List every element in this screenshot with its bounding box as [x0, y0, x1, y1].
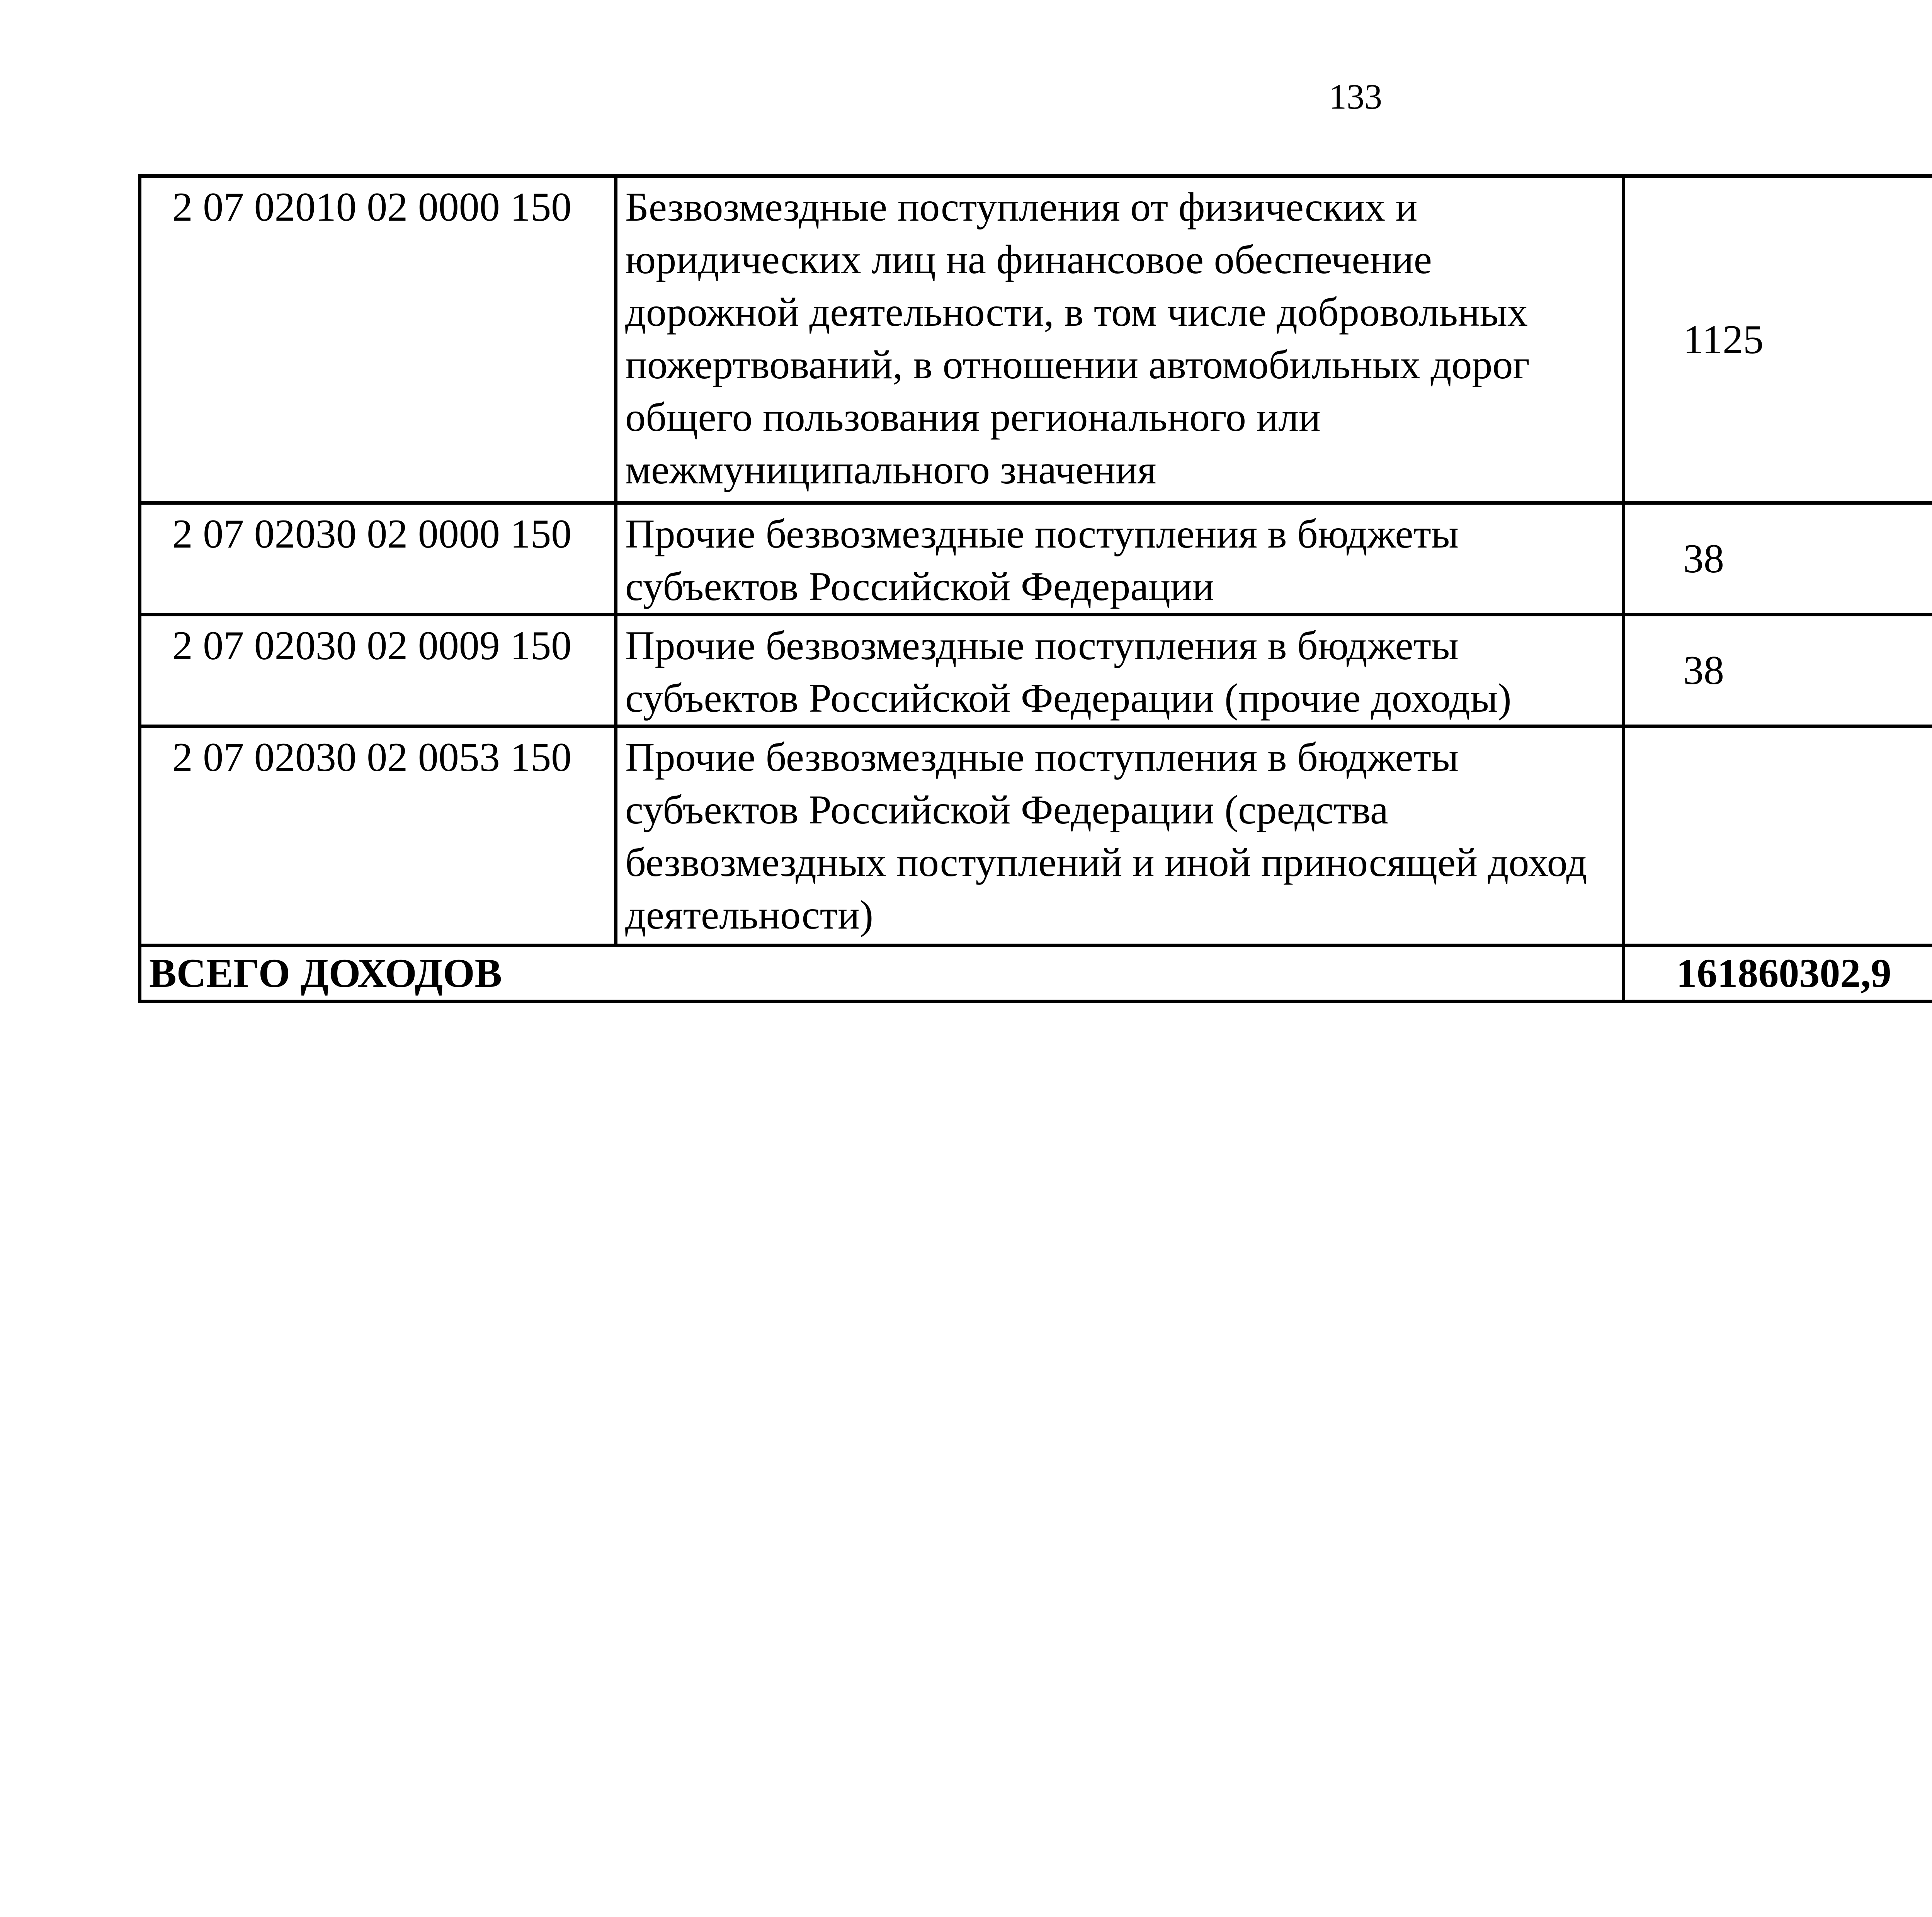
- table-row: [140, 726, 1932, 946]
- total-amount-1: 161860302,9: [1624, 946, 1932, 1002]
- amount-column-1: 1125: [1624, 176, 1932, 503]
- revenue-description: Безвозмездные поступления от физических и юридических лиц на финансовое обеспечение дорожной деятельности, в том числе добровольных пожертвований, в отношении автомобильных дорог общего пользования регионального или межмуниципального значения: [616, 176, 1624, 503]
- amount-column-1: 38: [1624, 615, 1932, 726]
- budget-code: 2 07 02010 02 0000 150: [140, 176, 616, 503]
- revenue-table: [138, 174, 1932, 1003]
- amount-column-1: [1624, 726, 1932, 946]
- table-row: [140, 176, 1932, 503]
- budget-code: 2 07 02030 02 0053 150: [140, 726, 616, 946]
- total-label: ВСЕГО ДОХОДОВ: [140, 946, 1624, 1002]
- amount-column-1: 38: [1624, 503, 1932, 615]
- total-row: [140, 946, 1932, 1002]
- table-row: [140, 503, 1932, 615]
- budget-code: 2 07 02030 02 0009 150: [140, 615, 616, 726]
- revenue-description: Прочие безвозмездные поступления в бюджеты субъектов Российской Федерации (средства безвозмездных поступлений и иной приносящей доход деятельности): [616, 726, 1624, 946]
- page-number: 133: [1329, 77, 1382, 116]
- revenue-description: Прочие безвозмездные поступления в бюджеты субъектов Российской Федерации (прочие доходы): [616, 615, 1624, 726]
- revenue-description: Прочие безвозмездные поступления в бюджеты субъектов Российской Федерации: [616, 503, 1624, 615]
- table-row: [140, 615, 1932, 726]
- budget-code: 2 07 02030 02 0000 150: [140, 503, 616, 615]
